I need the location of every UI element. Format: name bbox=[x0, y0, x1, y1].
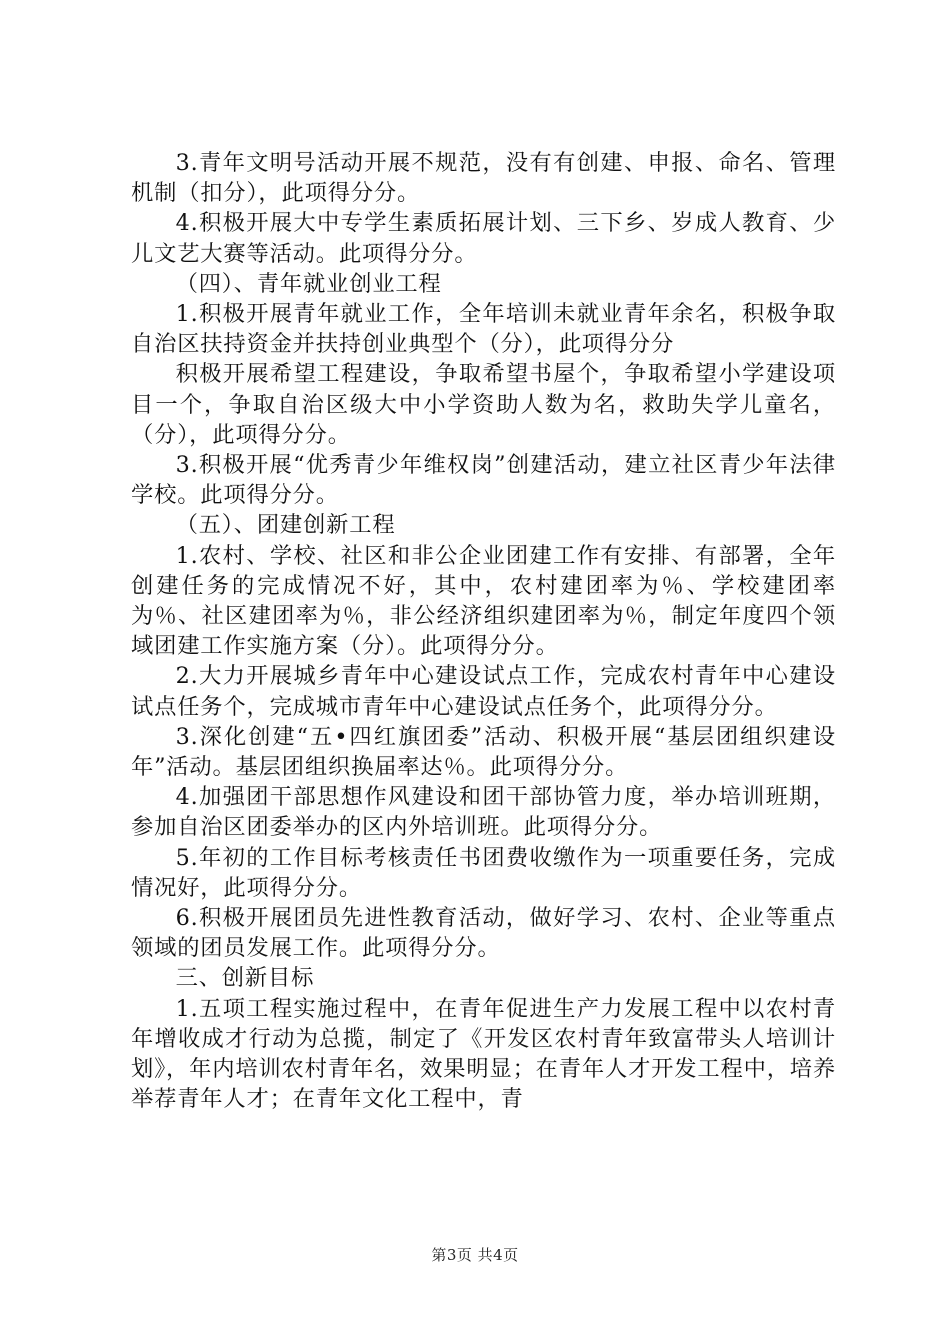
paragraph-item-4: 4.积极开展大中专学生素质拓展计划、三下乡、岁成人教育、少儿文艺大赛等活动。此项得分分。 bbox=[131, 210, 836, 267]
document-body bbox=[131, 148, 836, 1115]
paragraph-league-4: 4.加强团干部思想作风建设和团干部协管力度，举办培训班期，参加自治区团委举办的区内外培训班。此项得分分。 bbox=[131, 784, 836, 841]
paragraph-employment-1: 1.积极开展青年就业工作，全年培训未就业青年余名，积极争取自治区扶持资金并扶持创业典型个（分），此项得分分 bbox=[131, 301, 836, 358]
paragraph-league-2: 2.大力开展城乡青年中心建设试点工作，完成农村青年中心建设试点任务个，完成城市青年中心建设试点任务个，此项得分分。 bbox=[131, 663, 836, 720]
section-heading-employment: （四）、青年就业创业工程 bbox=[175, 270, 442, 297]
paragraph-league-3: 3.深化创建“五•四红旗团委”活动、积极开展“基层团组织建设年”活动。基层团组织换届率达％。此项得分分。 bbox=[131, 723, 836, 781]
paragraph-hope-project: 积极开展希望工程建设，争取希望书屋个，争取希望小学建设项目一个，争取自治区级大中小学资助人数为名，救助失学儿童名，（分），此项得分分。 bbox=[131, 361, 836, 448]
section-heading-league-building: （五）、团建创新工程 bbox=[175, 512, 396, 539]
paragraph-league-1: 1.农村、学校、社区和非公企业团建工作有安排、有部署，全年创建任务的完成情况不好，其中，农村建团率为％、学校建团率为％、社区建团率为％，非公经济组织建团率为％，制定年度四个领域团建工作实施方案（分）。此项得分分。 bbox=[131, 542, 836, 660]
paragraph-innovation-1: 1.五项工程实施过程中，在青年促进生产力发展工程中以农村青年增收成才行动为总揽，制定了《开发区农村青年致富带头人培训计划》，年内培训农村青年名，效果明显；在青年人才开发工程中，培养举荐青年人才；在青年文化工程中，青 bbox=[131, 995, 836, 1113]
paragraph-item-3: 3.青年文明号活动开展不规范，没有有创建、申报、命名、管理机制（扣分），此项得分分。 bbox=[131, 150, 836, 207]
paragraph-league-5: 5.年初的工作目标考核责任书团费收缴作为一项重要任务，完成情况好，此项得分分。 bbox=[131, 844, 836, 901]
page-footer: 第3页 共4页 bbox=[431, 1246, 519, 1264]
paragraph-league-6: 6.积极开展团员先进性教育活动，做好学习、农村、企业等重点领域的团员发展工作。此项得分分。 bbox=[131, 905, 836, 962]
section-heading-innovation-goals: 三、创新目标 bbox=[175, 965, 315, 992]
paragraph-employment-3: 3.积极开展“优秀青少年维权岗”创建活动，建立社区青少年法律学校。此项得分分。 bbox=[131, 452, 836, 509]
